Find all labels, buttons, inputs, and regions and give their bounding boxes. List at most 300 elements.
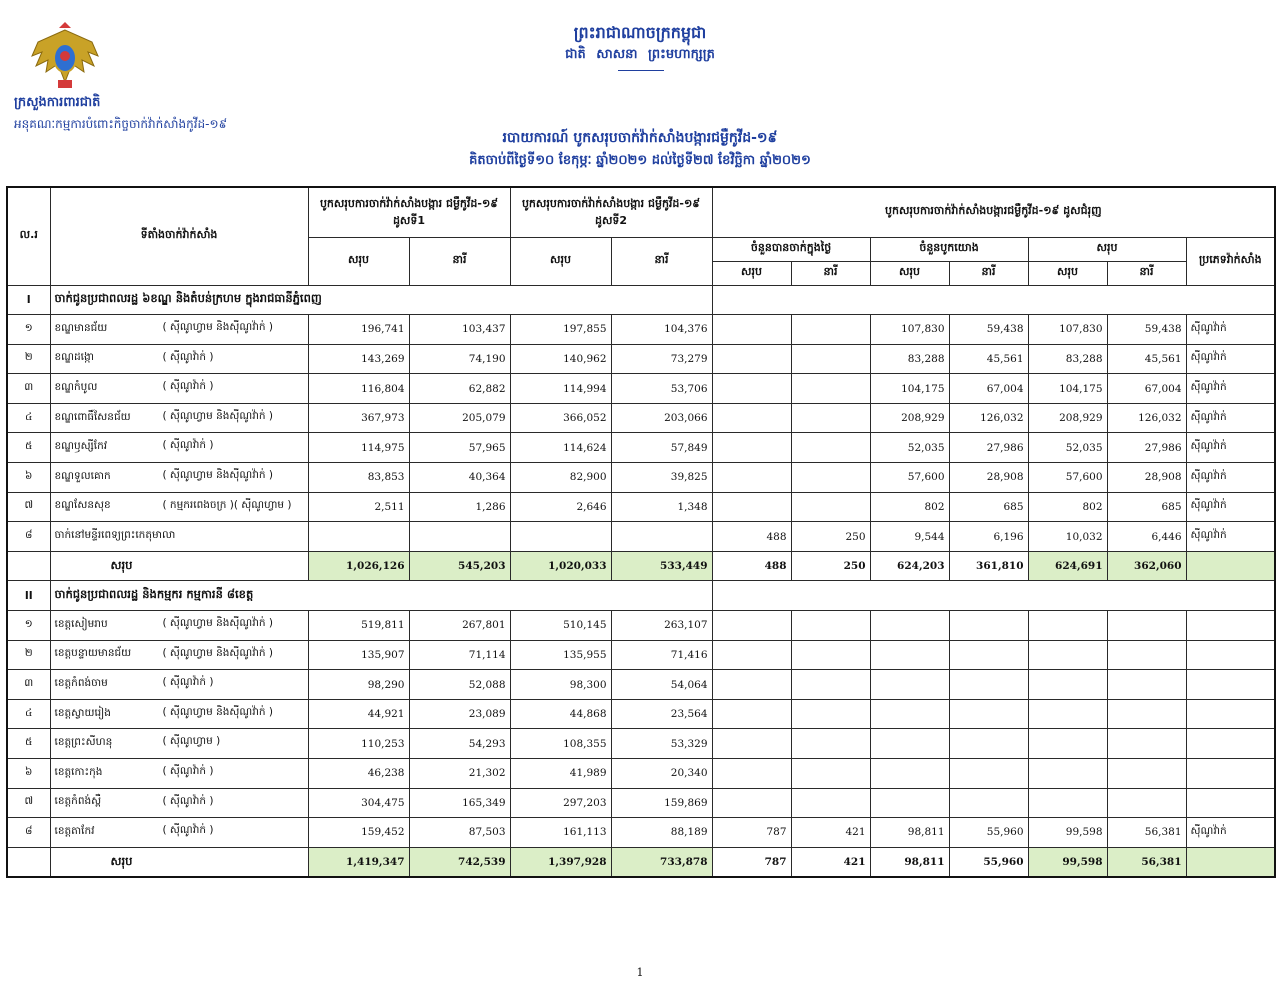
row-place	[50, 463, 308, 493]
cell-cum-female	[949, 640, 1028, 670]
total-d2-female: 533,449	[611, 551, 712, 581]
cell-sum-female: 126,032	[1107, 403, 1186, 433]
cell-today-female	[791, 492, 870, 522]
place-name: ខេត្តតាកែវ	[54, 824, 95, 837]
cell-vaccine-type: ស៊ីណូវ៉ាក់	[1186, 403, 1275, 433]
cell-sum-female: 45,561	[1107, 344, 1186, 374]
row-number: ៥	[7, 433, 50, 463]
cell-today-total	[712, 640, 791, 670]
cell-d2-total: 510,145	[510, 611, 611, 641]
row-number: ៣	[7, 374, 50, 404]
place-name: ខណ្ឌឫស្សីកែវ	[54, 440, 108, 453]
cell-cum-total	[870, 699, 949, 729]
total-cum-total: 98,811	[870, 847, 949, 877]
row-place	[50, 492, 308, 522]
total-d1-female: 545,203	[409, 551, 510, 581]
cell-sum-female: 59,438	[1107, 315, 1186, 345]
cell-today-total	[712, 403, 791, 433]
total-d1-total: 1,419,347	[308, 847, 409, 877]
cell-vaccine-type	[1186, 611, 1275, 641]
cell-d2-total: 41,989	[510, 759, 611, 789]
cell-d1-total: 44,921	[308, 699, 409, 729]
row-number: ៧	[7, 492, 50, 522]
table-row	[7, 670, 1275, 700]
cell-d1-female: 74,190	[409, 344, 510, 374]
cell-cum-total: 98,811	[870, 818, 949, 848]
cell-vaccine-type	[1186, 759, 1275, 789]
cell-d2-female: 73,279	[611, 344, 712, 374]
cell-d2-female: 23,564	[611, 699, 712, 729]
cell-sum-female	[1107, 759, 1186, 789]
cell-vaccine-type	[1186, 729, 1275, 759]
cell-d2-female: 1,348	[611, 492, 712, 522]
cell-d2-female: 20,340	[611, 759, 712, 789]
cell-vaccine-type: ស៊ីណូវ៉ាក់	[1186, 374, 1275, 404]
cell-cum-female	[949, 699, 1028, 729]
row-number: ១	[7, 611, 50, 641]
col-place-header: ទីតាំងចាក់វ៉ាក់សាំង	[50, 187, 308, 285]
cell-cum-female: 55,960	[949, 818, 1028, 848]
cell-today-total: 488	[712, 522, 791, 552]
table-row	[7, 729, 1275, 759]
cell-today-total	[712, 611, 791, 641]
col-no-header: ល.រ	[7, 187, 50, 285]
cell-d1-female: 52,088	[409, 670, 510, 700]
total-today-female: 250	[791, 551, 870, 581]
cell-d1-female	[409, 522, 510, 552]
place-vaccine-note: ( ស៊ីណូហ្វាម និងស៊ីណូវ៉ាក់ )	[162, 409, 273, 422]
place-name: ខេត្តកោះកុង	[54, 765, 103, 778]
cell-today-female: 250	[791, 522, 870, 552]
section-row	[7, 285, 1275, 315]
cell-vaccine-type: ស៊ីណូវ៉ាក់	[1186, 522, 1275, 552]
row-number: ១	[7, 315, 50, 345]
cell-d1-total: 519,811	[308, 611, 409, 641]
cell-d1-female: 267,801	[409, 611, 510, 641]
cell-sum-total	[1028, 729, 1107, 759]
total-d1-female: 742,539	[409, 847, 510, 877]
place-name: ខេត្តស្វាយរៀង	[54, 706, 111, 719]
dose2-total-header: សរុប	[510, 237, 611, 285]
place-name: ខេត្តព្រះសីហនុ	[54, 736, 113, 749]
cell-d2-total: 366,052	[510, 403, 611, 433]
cell-today-female	[791, 699, 870, 729]
cell-d1-female: 205,079	[409, 403, 510, 433]
section-row	[7, 581, 1275, 611]
cell-d1-total: 98,290	[308, 670, 409, 700]
total-d2-female: 733,878	[611, 847, 712, 877]
place-name: ចាក់នៅមន្ទីរពេទ្យព្រះកេតុមាលា	[54, 529, 176, 542]
cell-d1-total: 143,269	[308, 344, 409, 374]
dose2-header: បូកសរុបការចាក់វ៉ាក់សាំងបង្ការ ជម្ងឺកូវីដ-១៩ ដូសទី2	[510, 187, 712, 237]
cell-sum-female	[1107, 670, 1186, 700]
cell-today-female	[791, 315, 870, 345]
cell-sum-female: 27,986	[1107, 433, 1186, 463]
cell-d1-total: 135,907	[308, 640, 409, 670]
row-number: ៦	[7, 463, 50, 493]
cell-d2-total: 297,203	[510, 788, 611, 818]
table-row	[7, 611, 1275, 641]
cell-vaccine-type: ស៊ីណូវ៉ាក់	[1186, 463, 1275, 493]
cell-today-female	[791, 670, 870, 700]
committee-name: អនុគណៈកម្មការបំពោះកិច្ចចាក់វ៉ាក់សាំងកូវីដ-១៩	[14, 117, 228, 131]
cell-sum-female: 685	[1107, 492, 1186, 522]
table-row	[7, 788, 1275, 818]
cell-vaccine-type	[1186, 670, 1275, 700]
cell-cum-total: 802	[870, 492, 949, 522]
cell-sum-female	[1107, 729, 1186, 759]
cell-d1-total: 114,975	[308, 433, 409, 463]
cell-d2-female: 263,107	[611, 611, 712, 641]
cum-total-header: សរុប	[870, 261, 949, 285]
cell-today-total	[712, 699, 791, 729]
section-filler	[712, 581, 1275, 611]
cell-today-female	[791, 640, 870, 670]
total-sum-total: 624,691	[1028, 551, 1107, 581]
cell-cum-total	[870, 670, 949, 700]
total-today-total: 488	[712, 551, 791, 581]
cell-vaccine-type: ស៊ីណូវ៉ាក់	[1186, 433, 1275, 463]
cell-vaccine-type	[1186, 640, 1275, 670]
row-place	[50, 522, 308, 552]
dose1-header: បូកសរុបការចាក់វ៉ាក់សាំងបង្ការ ជម្ងឺកូវីដ-១៩ ដូសទី1	[308, 187, 510, 237]
today-female-header: នារី	[791, 261, 870, 285]
total-today-total: 787	[712, 847, 791, 877]
place-vaccine-note: ( ស៊ីណូវ៉ាក់ )	[162, 824, 214, 837]
section-filler	[712, 285, 1275, 315]
place-vaccine-note: ( ស៊ីណូហ្វាម និងស៊ីណូវ៉ាក់ )	[162, 705, 273, 718]
place-vaccine-note: ( ស៊ីណូហ្វាម និងស៊ីណូវ៉ាក់ )	[162, 321, 273, 334]
row-number: ៨	[7, 818, 50, 848]
cell-d1-total: 367,973	[308, 403, 409, 433]
table-row	[7, 403, 1275, 433]
cell-today-female	[791, 611, 870, 641]
total-d2-total: 1,397,928	[510, 847, 611, 877]
cumulative-header: ចំនួនបូកយោង	[870, 237, 1028, 261]
vaccination-table	[6, 186, 1276, 878]
cell-d2-total: 161,113	[510, 818, 611, 848]
cell-d1-total: 304,475	[308, 788, 409, 818]
cell-cum-female: 45,561	[949, 344, 1028, 374]
cell-today-total	[712, 670, 791, 700]
sum-header: សរុប	[1028, 237, 1186, 261]
cell-cum-total: 83,288	[870, 344, 949, 374]
cell-vaccine-type: ស៊ីណូវ៉ាក់	[1186, 315, 1275, 345]
cell-sum-total	[1028, 759, 1107, 789]
row-number: ៦	[7, 759, 50, 789]
cell-today-female	[791, 374, 870, 404]
row-number: ៤	[7, 699, 50, 729]
row-place	[50, 788, 308, 818]
cell-cum-female: 27,986	[949, 433, 1028, 463]
place-name: ខណ្ឌពោធិ៍សែនជ័យ	[54, 410, 131, 423]
cell-sum-total	[1028, 670, 1107, 700]
cell-today-total	[712, 374, 791, 404]
cell-cum-total	[870, 759, 949, 789]
cell-sum-total: 57,600	[1028, 463, 1107, 493]
row-place	[50, 344, 308, 374]
cell-d2-total: 82,900	[510, 463, 611, 493]
cell-today-female	[791, 344, 870, 374]
table-row	[7, 344, 1275, 374]
section-total-row	[7, 551, 1275, 581]
today-header: ចំនួនបានចាក់ក្នុងថ្ងៃ	[712, 237, 870, 261]
cell-sum-female	[1107, 640, 1186, 670]
cell-today-total	[712, 492, 791, 522]
cell-today-total	[712, 315, 791, 345]
cell-today-total: 787	[712, 818, 791, 848]
cell-d2-female: 88,189	[611, 818, 712, 848]
cell-cum-female: 67,004	[949, 374, 1028, 404]
total-label: សរុប	[50, 847, 308, 877]
total-today-female: 421	[791, 847, 870, 877]
ministry-name: ក្រសួងការពារជាតិ	[14, 95, 101, 110]
total-d1-total: 1,026,126	[308, 551, 409, 581]
place-vaccine-note: ( ស៊ីណូវ៉ាក់ )	[162, 794, 214, 807]
cell-sum-female: 67,004	[1107, 374, 1186, 404]
cell-sum-total: 10,032	[1028, 522, 1107, 552]
cell-sum-female: 28,908	[1107, 463, 1186, 493]
total-cum-female: 361,810	[949, 551, 1028, 581]
place-name: ខេត្តសៀមរាប	[54, 617, 108, 630]
cell-d2-female: 203,066	[611, 403, 712, 433]
cell-cum-total: 57,600	[870, 463, 949, 493]
cell-today-total	[712, 463, 791, 493]
cell-sum-total: 208,929	[1028, 403, 1107, 433]
place-name: ខណ្ឌកំបូល	[54, 381, 98, 394]
row-place	[50, 315, 308, 345]
cell-today-total	[712, 759, 791, 789]
cell-cum-total: 52,035	[870, 433, 949, 463]
row-number: ៨	[7, 522, 50, 552]
dose3-header: បូកសរុបការចាក់វ៉ាក់សាំងបង្ការជម្ងឺកូវីដ-១៩ ដូសជំរុញ	[712, 187, 1275, 237]
place-vaccine-note: ( ស៊ីណូវ៉ាក់ )	[162, 350, 214, 363]
cell-cum-female: 59,438	[949, 315, 1028, 345]
kingdom-heading: ព្រះរាជាណាចក្រកម្ពុជា	[573, 23, 707, 42]
cell-today-total	[712, 344, 791, 374]
row-number: ៧	[7, 788, 50, 818]
total-blank	[7, 551, 50, 581]
cell-cum-total: 104,175	[870, 374, 949, 404]
cell-sum-total: 104,175	[1028, 374, 1107, 404]
total-cum-female: 55,960	[949, 847, 1028, 877]
dose1-total-header: សរុប	[308, 237, 409, 285]
cell-cum-total	[870, 611, 949, 641]
table-row	[7, 492, 1275, 522]
vaccine-type-header: ប្រភេទវ៉ាក់សាំង	[1186, 237, 1275, 285]
cell-d2-total: 108,355	[510, 729, 611, 759]
dose1-female-header: នារី	[409, 237, 510, 285]
table-row	[7, 315, 1275, 345]
row-number: ៥	[7, 729, 50, 759]
row-number: ៣	[7, 670, 50, 700]
cell-sum-total	[1028, 611, 1107, 641]
cell-d1-female: 1,286	[409, 492, 510, 522]
cell-today-total	[712, 433, 791, 463]
cell-vaccine-type: ស៊ីណូវ៉ាក់	[1186, 492, 1275, 522]
cell-sum-female	[1107, 699, 1186, 729]
cell-d2-total: 2,646	[510, 492, 611, 522]
cell-d2-total: 114,624	[510, 433, 611, 463]
table-row	[7, 759, 1275, 789]
row-place	[50, 670, 308, 700]
place-name: ខណ្ឌទួលគោក	[54, 469, 111, 482]
cell-d1-total: 110,253	[308, 729, 409, 759]
table-row	[7, 463, 1275, 493]
cell-d2-total: 135,955	[510, 640, 611, 670]
place-vaccine-note: ( ស៊ីណូវ៉ាក់ )	[162, 439, 214, 452]
cell-d2-female: 71,416	[611, 640, 712, 670]
cell-today-total	[712, 729, 791, 759]
table-row	[7, 818, 1275, 848]
cell-vaccine-type	[1186, 699, 1275, 729]
cell-d1-female: 62,882	[409, 374, 510, 404]
cell-today-female	[791, 403, 870, 433]
row-place	[50, 640, 308, 670]
table-row	[7, 640, 1275, 670]
total-d2-total: 1,020,033	[510, 551, 611, 581]
cell-d2-total: 44,868	[510, 699, 611, 729]
cell-cum-total: 107,830	[870, 315, 949, 345]
report-period: គិតចាប់ពីថ្ងៃទី១០ ខែកុម្ភៈ ឆ្នាំ២០២១ ដល់ថ្ងៃទី២៧ ខែវិច្ឆិកា ឆ្នាំ២០២១	[469, 153, 811, 168]
cell-d2-female: 53,706	[611, 374, 712, 404]
cell-sum-total: 802	[1028, 492, 1107, 522]
cell-sum-female: 6,446	[1107, 522, 1186, 552]
total-sum-female: 56,381	[1107, 847, 1186, 877]
cell-d1-female: 21,302	[409, 759, 510, 789]
cell-today-female	[791, 463, 870, 493]
row-number: ២	[7, 640, 50, 670]
cell-d1-total: 196,741	[308, 315, 409, 345]
place-vaccine-note: ( ស៊ីណូហ្វាម )	[162, 735, 221, 748]
section-total-row	[7, 847, 1275, 877]
total-vaccine-blank	[1186, 847, 1275, 877]
report-title: របាយការណ៍ បូកសរុបចាក់វ៉ាក់សាំងបង្ការជម្ងឺកូវីដ-១៩	[502, 130, 778, 146]
cell-d2-total: 114,994	[510, 374, 611, 404]
cell-d2-female	[611, 522, 712, 552]
cell-d2-female: 104,376	[611, 315, 712, 345]
today-total-header: សរុប	[712, 261, 791, 285]
total-sum-total: 99,598	[1028, 847, 1107, 877]
cell-cum-female	[949, 729, 1028, 759]
cell-d1-total: 83,853	[308, 463, 409, 493]
cell-d1-female: 54,293	[409, 729, 510, 759]
cell-d1-total: 159,452	[308, 818, 409, 848]
cell-d2-total: 140,962	[510, 344, 611, 374]
place-vaccine-note: ( ស៊ីណូហ្វាម និងស៊ីណូវ៉ាក់ )	[162, 617, 273, 630]
sum-total-header: សរុប	[1028, 261, 1107, 285]
row-place	[50, 699, 308, 729]
cell-d2-total: 98,300	[510, 670, 611, 700]
cell-d1-total: 2,511	[308, 492, 409, 522]
cell-cum-total	[870, 788, 949, 818]
total-label: សរុប	[50, 551, 308, 581]
section-title: ចាក់ជូនប្រជាពលរដ្ឋ ៦ខណ្ឌ និងតំបន់ក្រហម ក្នុងរាជធានីភ្នំពេញ	[50, 285, 712, 315]
cell-today-total	[712, 788, 791, 818]
cell-cum-female	[949, 670, 1028, 700]
place-name: ខណ្ឌសែនសុខ	[54, 499, 111, 512]
place-vaccine-note: ( ស៊ីណូហ្វាម និងស៊ីណូវ៉ាក់ )	[162, 469, 273, 482]
table-body	[7, 285, 1275, 877]
section-roman: I	[7, 285, 50, 315]
cell-today-female	[791, 729, 870, 759]
table-row	[7, 522, 1275, 552]
cell-sum-total: 83,288	[1028, 344, 1107, 374]
place-vaccine-note: ( ស៊ីណូវ៉ាក់ )	[162, 380, 214, 393]
row-place	[50, 403, 308, 433]
cell-cum-female: 685	[949, 492, 1028, 522]
total-cum-total: 624,203	[870, 551, 949, 581]
cell-cum-female: 6,196	[949, 522, 1028, 552]
sum-female-header: នារី	[1107, 261, 1186, 285]
cell-d1-female: 40,364	[409, 463, 510, 493]
place-name: ខណ្ឌមានជ័យ	[54, 321, 108, 334]
cell-vaccine-type: ស៊ីណូវ៉ាក់	[1186, 344, 1275, 374]
cell-sum-female	[1107, 788, 1186, 818]
place-vaccine-note: ( កម្មករពេងចក្រ )( ស៊ីណូហ្វាម )	[162, 498, 292, 511]
cell-today-female	[791, 433, 870, 463]
cell-d1-female: 165,349	[409, 788, 510, 818]
cell-today-female: 421	[791, 818, 870, 848]
total-sum-female: 362,060	[1107, 551, 1186, 581]
cell-d1-female: 71,114	[409, 640, 510, 670]
cell-cum-female: 126,032	[949, 403, 1028, 433]
total-vaccine-blank	[1186, 551, 1275, 581]
row-place	[50, 759, 308, 789]
row-place	[50, 374, 308, 404]
place-name: ខេត្តបន្ទាយមានជ័យ	[54, 647, 132, 660]
national-motto: ជាតិ សាសនា ព្រះមហាក្សត្រ	[565, 47, 715, 62]
row-number: ២	[7, 344, 50, 374]
cell-sum-total: 107,830	[1028, 315, 1107, 345]
cell-cum-total	[870, 729, 949, 759]
cell-d2-female: 53,329	[611, 729, 712, 759]
dose2-female-header: នារី	[611, 237, 712, 285]
place-name: ខេត្តកំពង់ចាម	[54, 677, 108, 690]
cell-sum-total	[1028, 788, 1107, 818]
cell-d2-total	[510, 522, 611, 552]
row-place	[50, 433, 308, 463]
cell-d2-female: 54,064	[611, 670, 712, 700]
table-row	[7, 699, 1275, 729]
cell-sum-total	[1028, 699, 1107, 729]
cell-d2-total: 197,855	[510, 315, 611, 345]
cell-d2-female: 39,825	[611, 463, 712, 493]
table-row	[7, 433, 1275, 463]
cell-sum-female	[1107, 611, 1186, 641]
cell-cum-female: 28,908	[949, 463, 1028, 493]
place-name: ខណ្ឌដង្កោ	[54, 351, 94, 364]
cell-d1-female: 23,089	[409, 699, 510, 729]
row-place	[50, 818, 308, 848]
cell-d1-female: 103,437	[409, 315, 510, 345]
cell-cum-total	[870, 640, 949, 670]
cell-d1-total	[308, 522, 409, 552]
place-vaccine-note: ( ស៊ីណូវ៉ាក់ )	[162, 676, 214, 689]
place-vaccine-note: ( ស៊ីណូហ្វាម និងស៊ីណូវ៉ាក់ )	[162, 646, 273, 659]
cell-sum-total: 99,598	[1028, 818, 1107, 848]
cell-cum-total: 9,544	[870, 522, 949, 552]
cell-d1-total: 116,804	[308, 374, 409, 404]
cell-vaccine-type	[1186, 788, 1275, 818]
place-name: ខេត្តកំពង់ស្ពឺ	[54, 795, 102, 808]
cell-today-female	[791, 788, 870, 818]
page-number: 1	[636, 966, 644, 979]
motto-divider	[618, 70, 664, 71]
row-place	[50, 729, 308, 759]
total-blank	[7, 847, 50, 877]
row-number: ៤	[7, 403, 50, 433]
